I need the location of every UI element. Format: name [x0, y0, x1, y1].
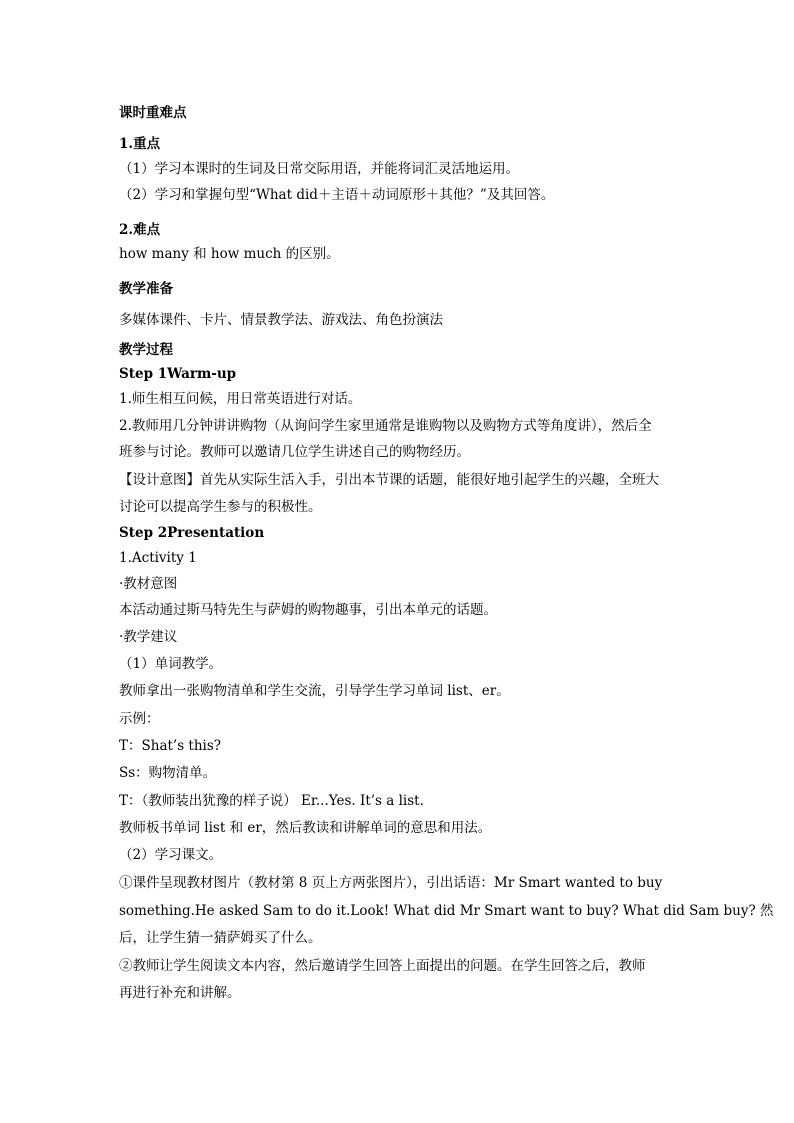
heading-step-2: Step 2Presentation	[119, 525, 265, 541]
paragraph-line: （2）学习和掌握句型“What did＋主语＋动词原形＋其他？”及其回答。	[119, 187, 555, 203]
heading-step-1: Step 1Warm-up	[119, 366, 237, 382]
paragraph-line: 讨论可以提高学生参与的积极性。	[119, 499, 322, 515]
paragraph-line: ·教学建议	[119, 629, 178, 645]
paragraph-line: something.He asked Sam to do it.Look! What did Mr Smart want to buy? What did Sam buy? 然	[119, 903, 774, 919]
paragraph-line: ·教材意图	[119, 576, 178, 592]
paragraph-line: 1.师生相互问候，用日常英语进行对话。	[119, 391, 362, 407]
paragraph-line: 教师板书单词 list 和 er，然后教读和讲解单词的意思和用法。	[119, 820, 492, 836]
paragraph-line: Ss：购物清单。	[119, 765, 217, 781]
paragraph-line: （1）学习本课时的生词及日常交际用语，并能将词汇灵活地运用。	[119, 161, 520, 177]
paragraph-line: （2）学习课文。	[119, 847, 223, 863]
paragraph-line: 本活动通过斯马特先生与萨姆的购物趣事，引出本单元的话题。	[119, 602, 497, 618]
paragraph-line: ①课件呈现教材图片（教材第 8 页上方两张图片），引出话语：Mr Smart wanted to buy	[119, 875, 663, 891]
heading-teaching-process: 教学过程	[119, 342, 173, 358]
paragraph-line: 班参与讨论。教师可以邀请几位学生讲述自己的购物经历。	[119, 444, 470, 460]
paragraph-line: T：（教师装出犹豫的样子说） Er...Yes. It’s a list.	[119, 793, 424, 809]
paragraph-line: 再进行补充和讲解。	[119, 985, 241, 1001]
paragraph-line: 多媒体课件、卡片、情景教学法、游戏法、角色扮演法	[119, 312, 443, 328]
heading-key-points: 1.重点	[119, 136, 161, 152]
paragraph-line: 【设计意图】首先从实际生活入手，引出本节课的话题，能很好地引起学生的兴趣，全班大	[119, 472, 659, 488]
paragraph-line: 1.Activity 1	[119, 550, 197, 566]
paragraph-line: （1）单词教学。	[119, 656, 223, 672]
paragraph-line: 示例：	[119, 711, 160, 727]
paragraph-line: how many 和 how much 的区别。	[119, 246, 340, 262]
paragraph-line: 教师拿出一张购物清单和学生交流，引导学生学习单词 list、er。	[119, 683, 510, 699]
paragraph-line: T：Shat’s this?	[119, 738, 222, 754]
paragraph-line: 后，让学生猜一猜萨姆买了什么。	[119, 930, 322, 946]
heading-difficult-points: 2.难点	[119, 222, 161, 238]
paragraph-line: ②教师让学生阅读文本内容，然后邀请学生回答上面提出的问题。在学生回答之后，教师	[119, 958, 646, 974]
heading-teaching-preparation: 教学准备	[119, 281, 173, 297]
paragraph-line: 2.教师用几分钟讲讲购物（从询问学生家里通常是谁购物以及购物方式等角度讲），然后全	[119, 418, 652, 434]
heading-key-difficult-points: 课时重难点	[119, 105, 187, 121]
